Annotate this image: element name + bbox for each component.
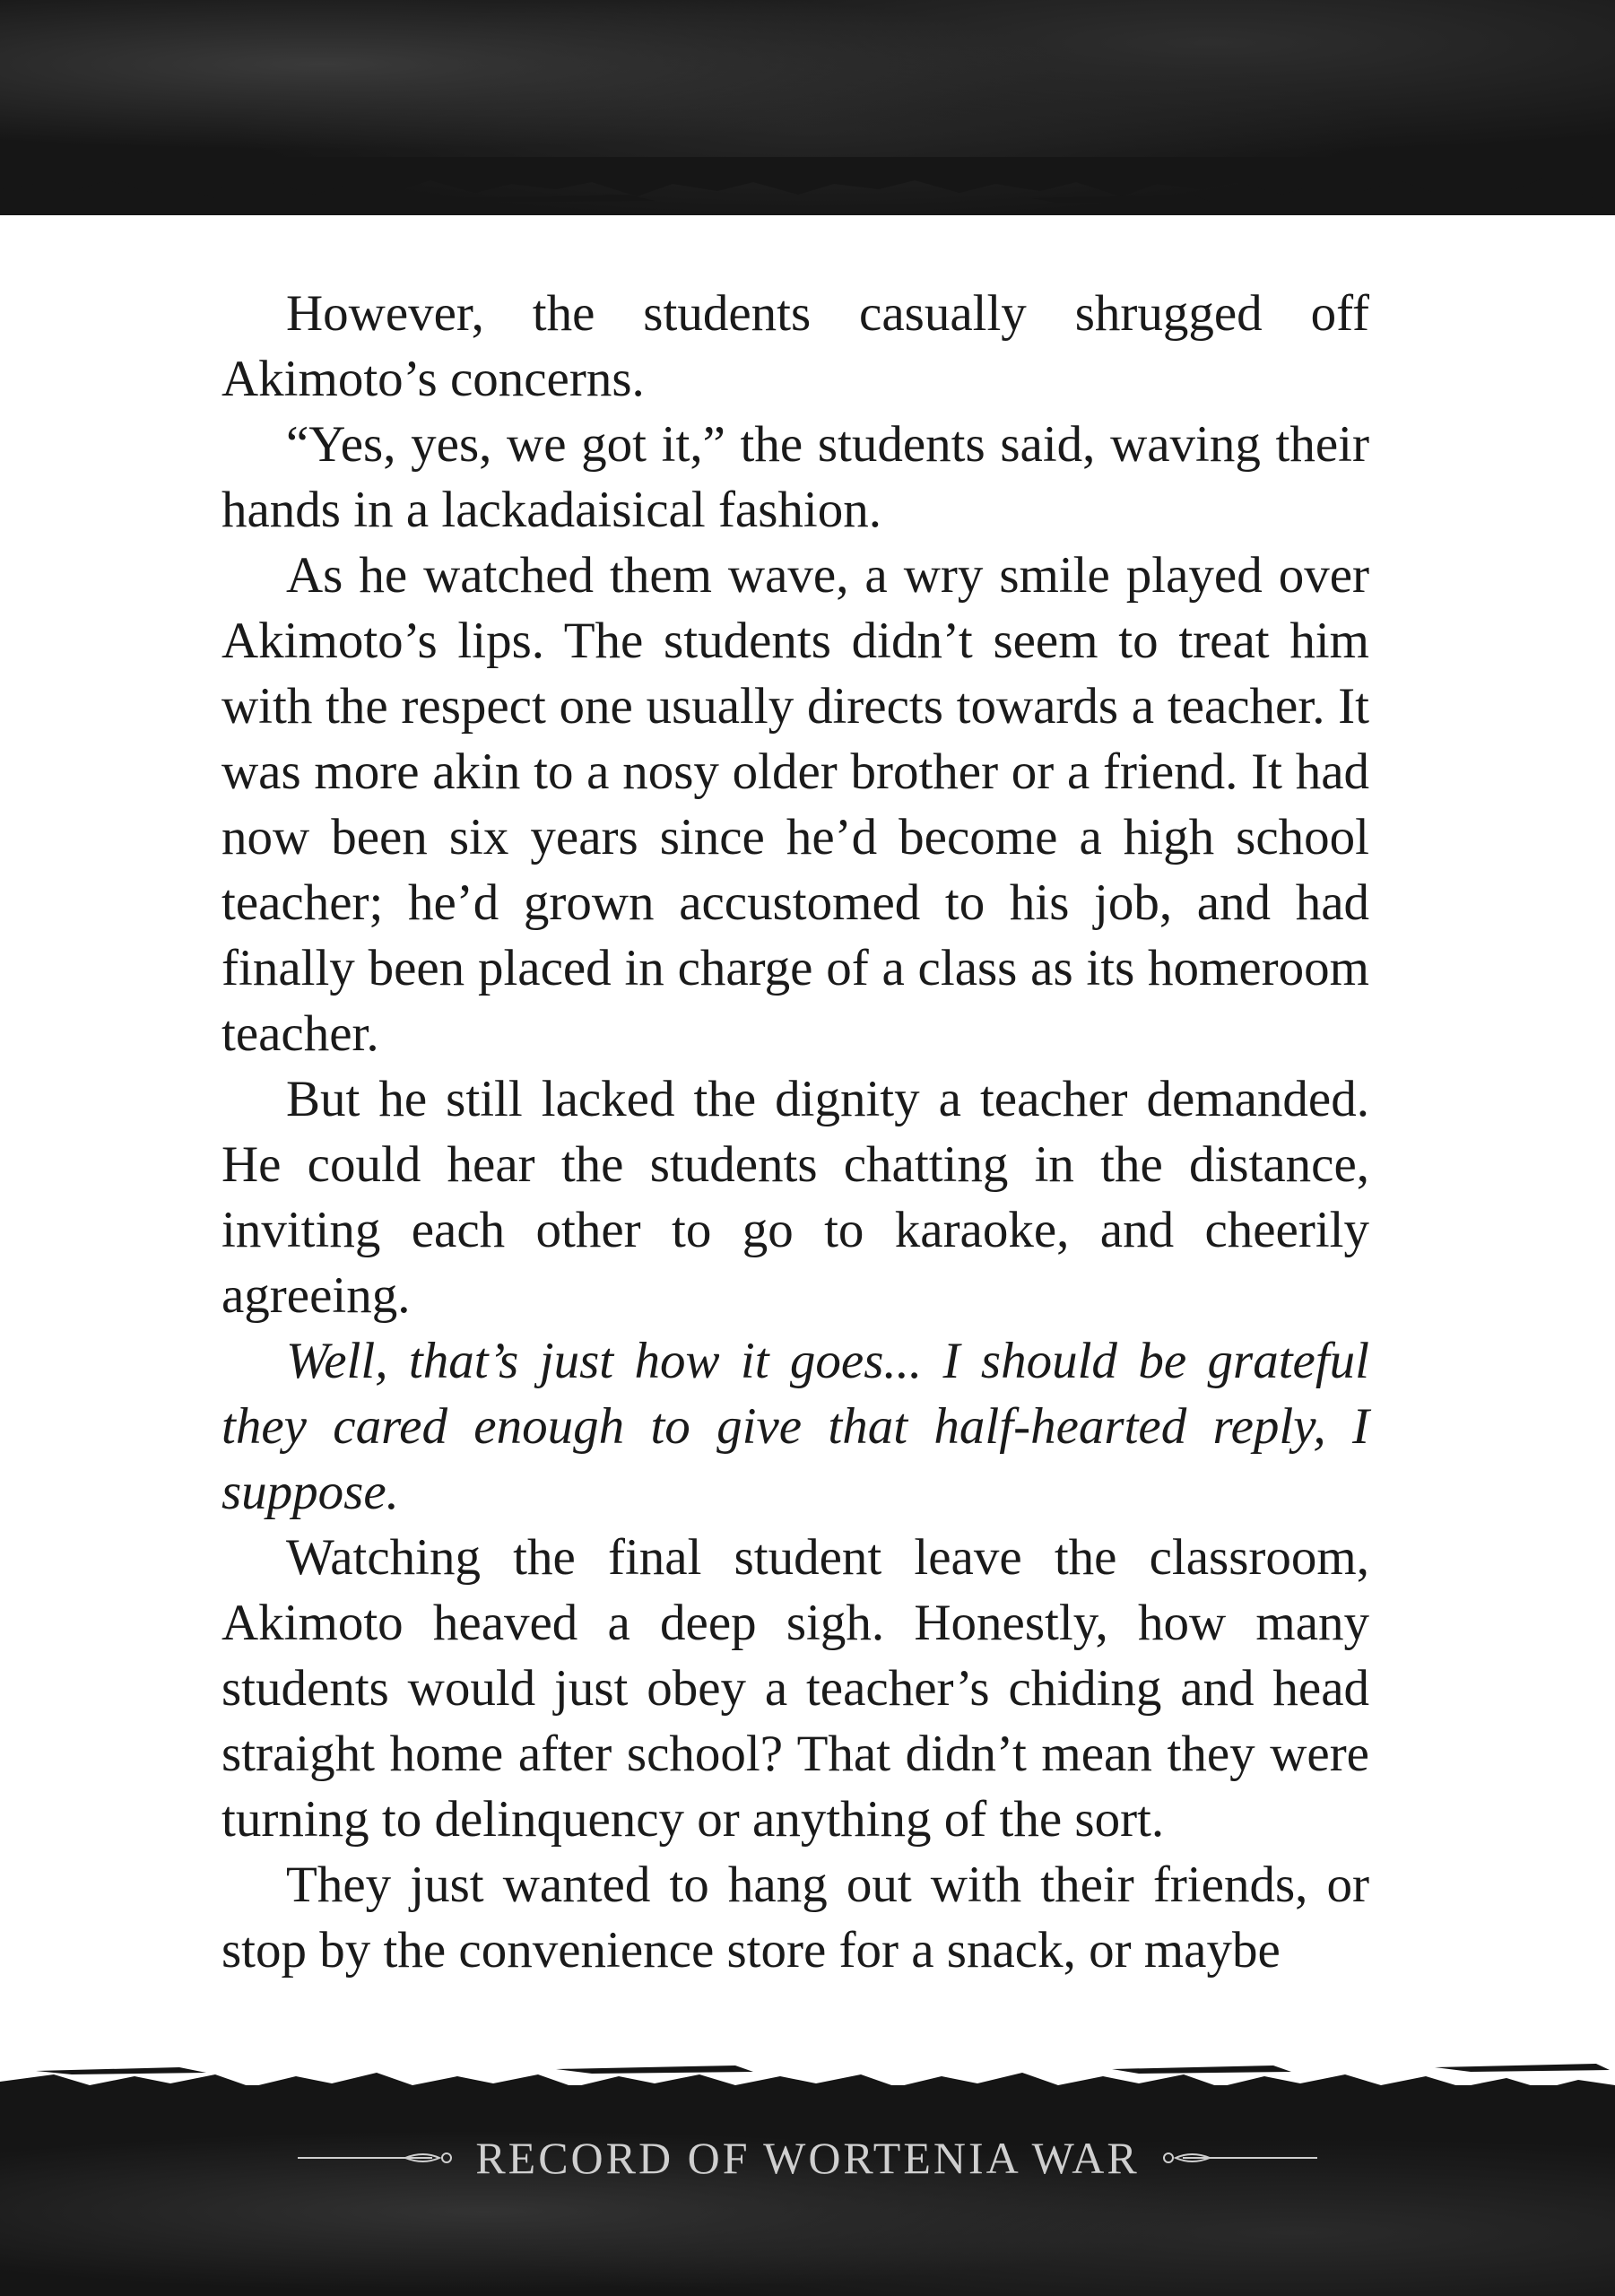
- paragraph: As he watched them wave, a wry smile played over Akimoto’s lips. The students didn’t seem to treat him with the respect one usually directs towards a teacher. It was more akin to a nosy older brother or a friend. It had now been six years since he’d become a high school teacher; he’d grown accustomed to his job, and had finally been placed in charge of a class as its homeroom teacher.: [221, 547, 1369, 1062]
- body-text: [221, 281, 1369, 1983]
- paragraph: Watching the final student leave the classroom, Akimoto heaved a deep sigh. Honestly, how many students would just obey a teacher’s chiding and head straight home after school? That didn’t mean they were turning to delinquency or anything of the sort.: [221, 1529, 1369, 1848]
- running-footer: [0, 2131, 1615, 2185]
- paragraph: They just wanted to hang out with their friends, or stop by the convenience store for a snack, or maybe: [221, 1857, 1369, 1979]
- top-brush-edge: [0, 157, 1615, 220]
- bottom-brush-edge: [0, 2049, 1615, 2112]
- book-title: RECORD OF WORTENIA WAR: [475, 2133, 1140, 2183]
- bottom-ink-border: [0, 2085, 1615, 2296]
- paragraph-italic-thought: Well, that’s just how it goes... I should be grateful they cared enough to give that half-hearted reply, I suppose.: [221, 1333, 1369, 1520]
- paragraph: “Yes, yes, we got it,” the students said, waving their hands in a lackadaisical fashion.: [221, 416, 1369, 538]
- paragraph: However, the students casually shrugged off Akimoto’s concerns.: [221, 285, 1369, 407]
- right-scroll-ornament-icon: [1156, 2147, 1317, 2169]
- paragraph: But he still lacked the dignity a teacher demanded. He could hear the students chatting in the distance, inviting each other to go to karaoke, and cheerily agreeing.: [221, 1071, 1369, 1324]
- left-scroll-ornament-icon: [298, 2147, 459, 2169]
- top-ink-border: [0, 0, 1615, 215]
